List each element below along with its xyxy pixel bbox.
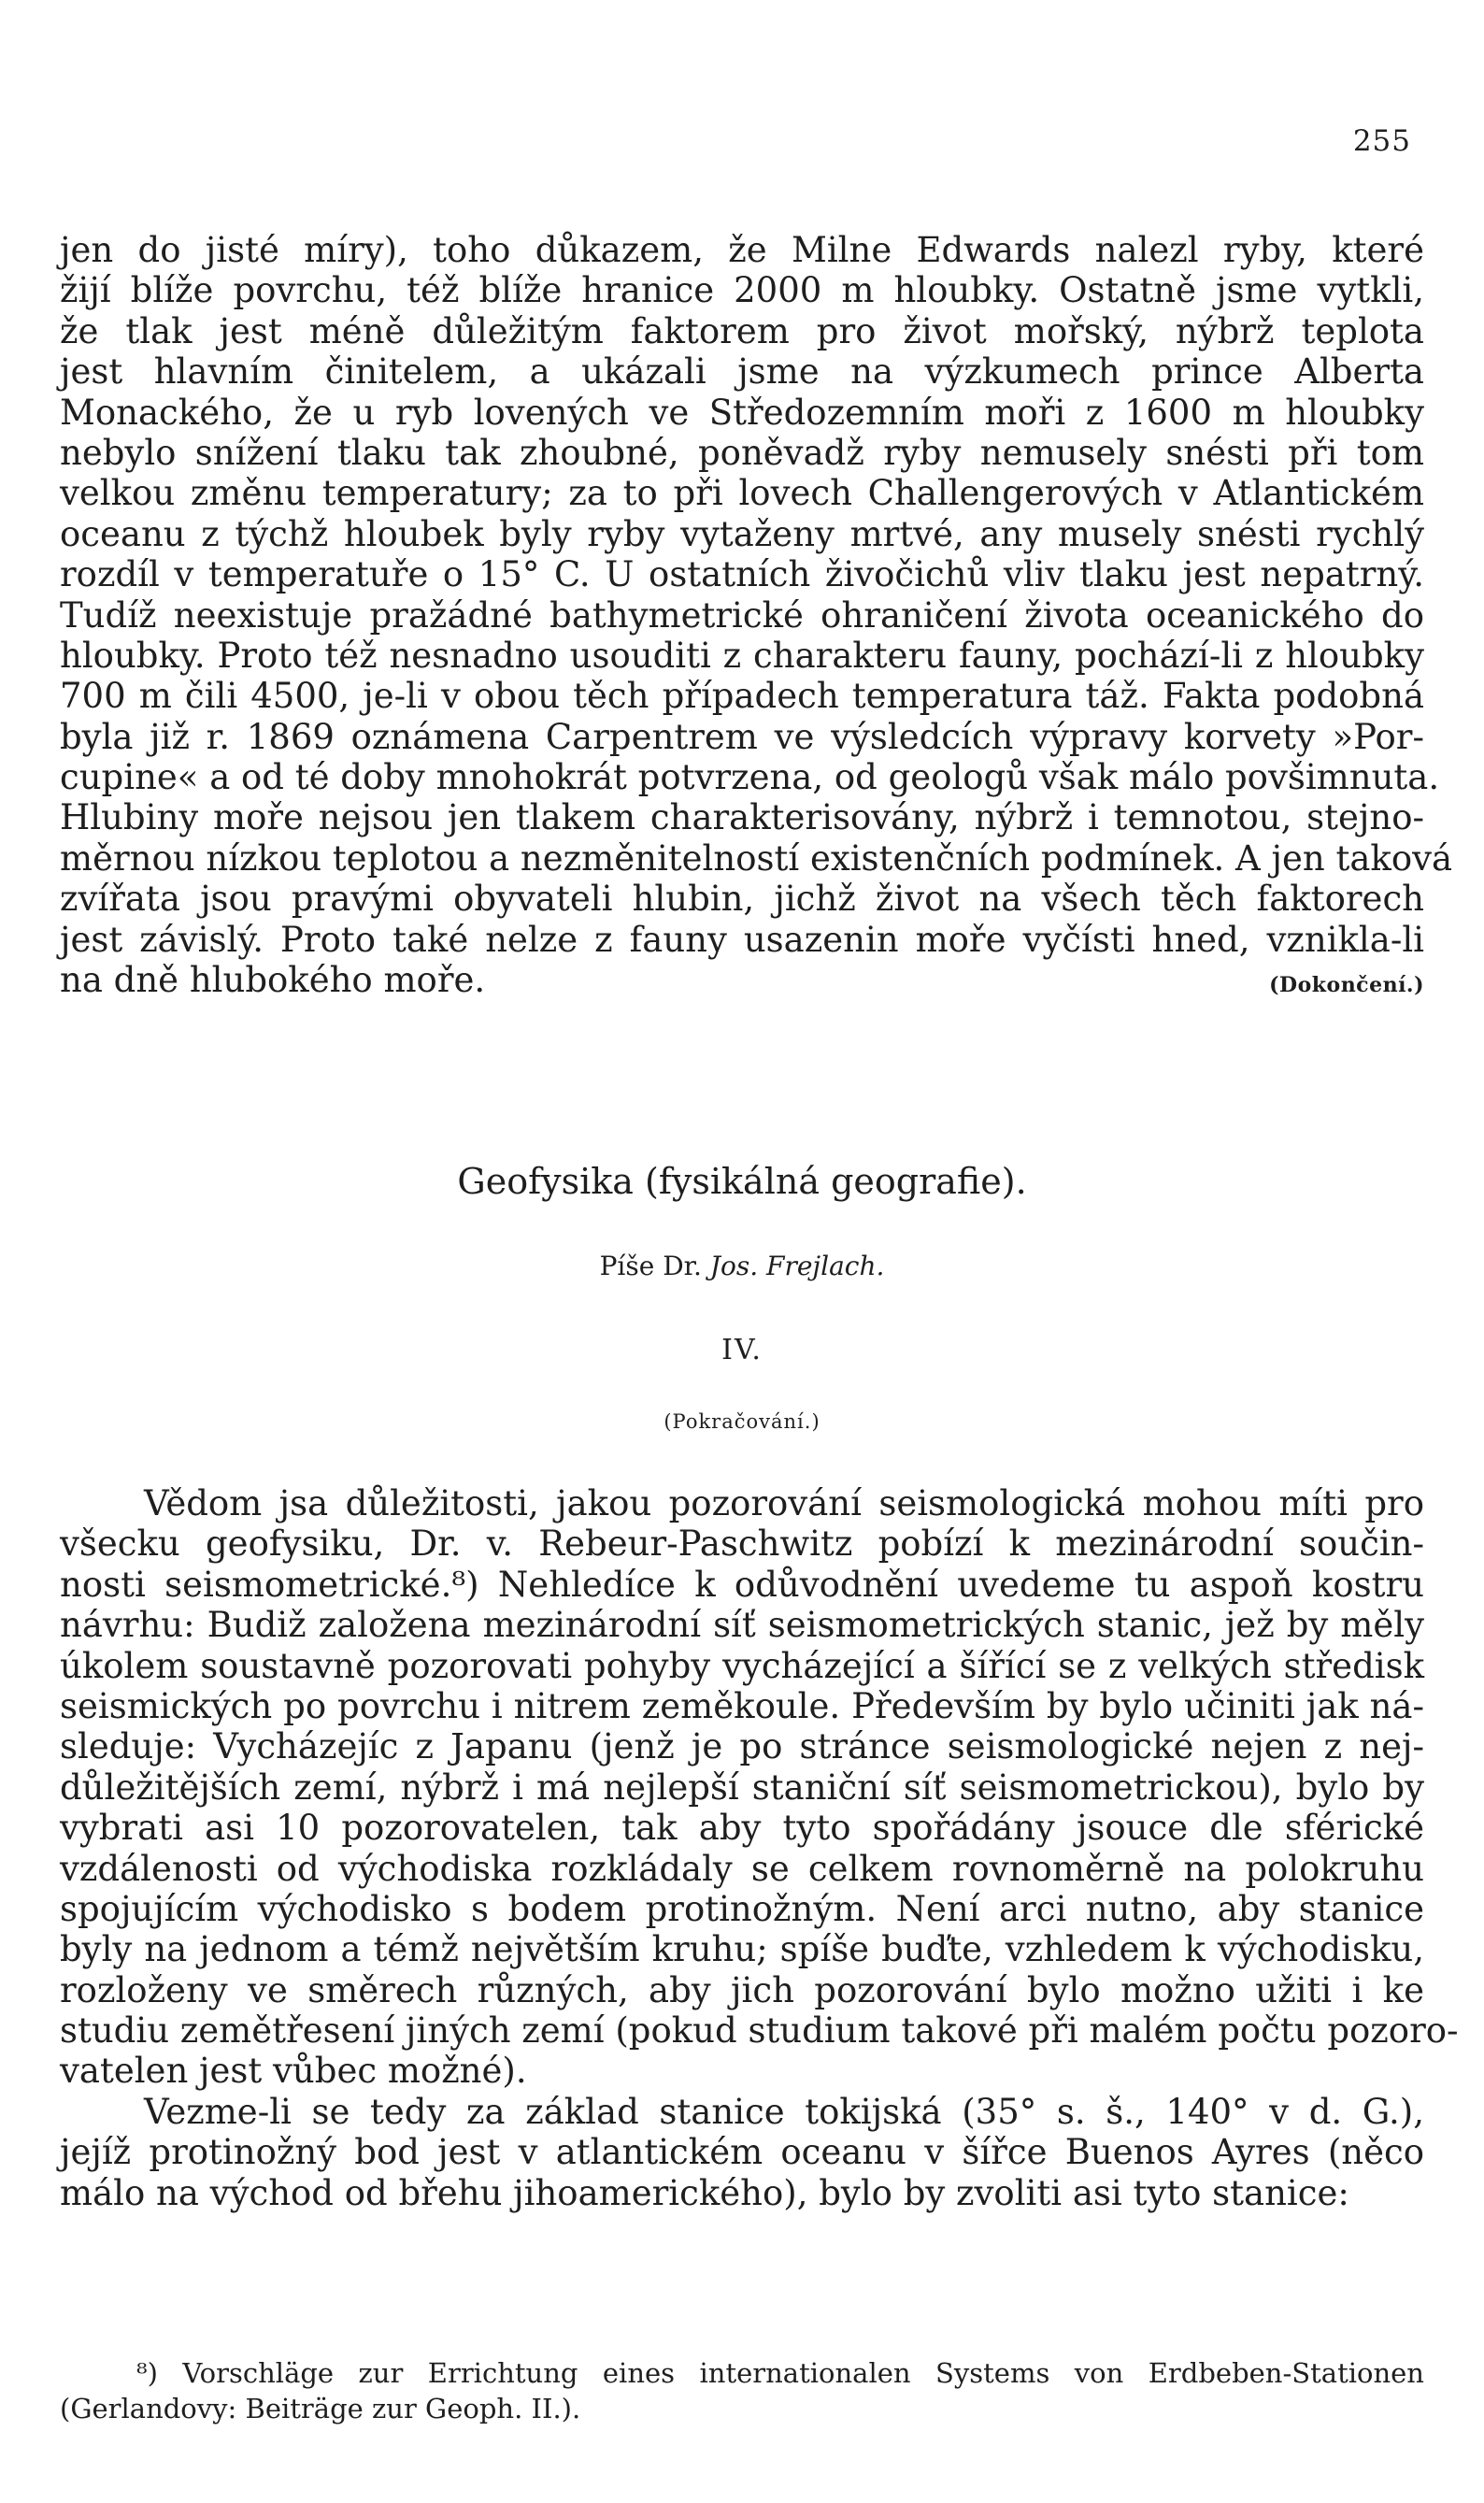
text-line: nebylo snížení tlaku tak zhoubné, poněvadž ryby nemusely snésti při tom — [60, 432, 1424, 473]
text-line: byly na jednom a témž největším kruhu; spíše buďte, vzhledem k východisku, — [60, 1929, 1424, 1970]
text-line: návrhu: Budiž založena mezinárodní síť seismometrických stanic, jež by měly — [60, 1605, 1424, 1646]
text-line: jest hlavním činitelem, a ukázali jsme na výzkumech prince Alberta — [60, 351, 1424, 393]
text-line: zvířata jsou pravými obyvateli hlubin, jichž život na všech těch faktorech — [60, 879, 1424, 920]
conclusion-mark: (Dokončení.) — [1269, 973, 1424, 998]
text-line: 700 m čili 4500, je-li v obou těch případech temperatura táž. Fakta podobná — [60, 676, 1424, 717]
previous-article-paragraph — [60, 230, 1453, 1006]
text-line: byla již r. 1869 oznámena Carpentrem ve výsledcích výpravy korvety »Por- — [60, 716, 1424, 757]
text-line: Hlubiny moře nejsou jen tlakem charakterisovány, nýbrž i temnotou, stejno- — [60, 797, 1424, 838]
page-number: 255 — [1352, 124, 1411, 158]
text-line-last — [60, 960, 1424, 1000]
text-line: Monackého, že u ryb lovených ve Středozemním moři z 1600 m hloubky — [60, 392, 1424, 433]
author-name: Jos. Frejlach. — [709, 1251, 885, 1281]
section-number: IV. — [721, 1334, 763, 1366]
text-line: že tlak jest méně důležitým faktorem pro život mořský, nýbrž teplota — [60, 310, 1424, 351]
text-line: všecku geofysiku, Dr. v. Rebeur-Paschwitz pobízí k mezinárodní součin- — [60, 1523, 1424, 1565]
article-title: Geofysika (fysikálná geografie). — [457, 1161, 1027, 1202]
text-line: žijí blíže povrchu, též blíže hranice 2000 m hloubky. Ostatně jsme vytkli, — [60, 270, 1424, 311]
text-line: vatelen jest vůbec možné). — [60, 2051, 527, 2092]
text-line: důležitějších zemí, nýbrž i má nejlepší staniční síť seismometrickou), bylo by — [60, 1766, 1424, 1808]
text-line: nosti seismometrické.⁸) Nehledíce k odůvodnění uvedeme tu aspoň kostru — [60, 1564, 1424, 1605]
text-line: hloubky. Proto též nesnadno usouditi z charakteru fauny, pochází-li z hloubky — [60, 635, 1424, 676]
text-line: málo na východ od břehu jihoamerického), bylo by zvoliti asi tyto stanice: — [60, 2172, 1349, 2213]
text-line: cupine« a od té doby mnohokrát potvrzena, od geologů však málo povšimnuta. — [60, 757, 1440, 798]
continuation-note: (Pokračování.) — [664, 1410, 820, 1433]
article-author — [0, 1251, 1484, 1281]
text-line: seismických po povrchu i nitrem zeměkoule. Především by bylo učiniti jak ná- — [60, 1685, 1424, 1726]
footnote-line: (Gerlandovy: Beiträge zur Geoph. II.). — [60, 2393, 581, 2424]
text-line: sleduje: Vycházejíc z Japanu (jenž je po stránce seismologické nejen z nej- — [60, 1726, 1424, 1767]
text-line: studiu zemětřesení jiných zemí (pokud studium takové při malém počtu pozoro- — [60, 2010, 1459, 2052]
text-line-content: na dně hlubokého moře. — [60, 960, 486, 1001]
article-paragraph-1 — [60, 1483, 1459, 2092]
text-line: oceanu z týchž hloubek byly ryby vytaženy mrtvé, any musely snésti rychlý — [60, 513, 1424, 554]
text-line: velkou změnu temperatury; za to při lovech Challengerových v Atlantickém — [60, 473, 1424, 514]
footnote — [60, 2355, 1424, 2426]
text-line: jest závislý. Proto také nelze z fauny usazenin moře vyčísti hned, vznikla-li — [60, 919, 1424, 960]
text-line: úkolem soustavně pozorovati pohyby vycházející a šířící se z velkých středisk — [60, 1645, 1424, 1686]
author-prefix: Píše Dr. — [599, 1251, 702, 1281]
article-paragraph-2 — [60, 2092, 1424, 2213]
text-line: jejíž protinožný bod jest v atlantickém oceanu v šířce Buenos Ayres (něco — [60, 2132, 1424, 2173]
text-line: vybrati asi 10 pozorovatelen, tak aby tyto spořádány jsouce dle sférické — [60, 1808, 1424, 1849]
text-line: vzdálenosti od východiska rozkládaly se celkem rovnoměrně na polokruhu — [60, 1848, 1424, 1889]
text-line: spojujícím východisko s bodem protinožným. Není arci nutno, aby stanice — [60, 1888, 1424, 1929]
text-line: rozloženy ve směrech různých, aby jich pozorování bylo možno užiti i ke — [60, 1969, 1424, 2010]
text-line: rozdíl v temperatuře o 15° C. U ostatních živočichů vliv tlaku jest nepatrný. — [60, 554, 1424, 595]
text-line: Vědom jsa důležitosti, jakou pozorování seismologická mohou míti pro — [144, 1483, 1424, 1523]
text-line: jen do jisté míry), toho důkazem, že Milne Edwards nalezl ryby, které — [60, 230, 1424, 270]
text-line: měrnou nízkou teplotou a nezměnitelností existenčních podmínek. A jen taková — [60, 837, 1453, 879]
footnote-line: ⁸) Vorschläge zur Errichtung eines internationalen Systems von Erdbeben-Stationen — [136, 2357, 1424, 2389]
text-line: Tudíž neexistuje pražádné bathymetrické ohraničení života oceanického do — [60, 594, 1424, 636]
text-line: Vezme-li se tedy za základ stanice tokijská (35° s. š., 140° v d. G.), — [144, 2092, 1424, 2132]
